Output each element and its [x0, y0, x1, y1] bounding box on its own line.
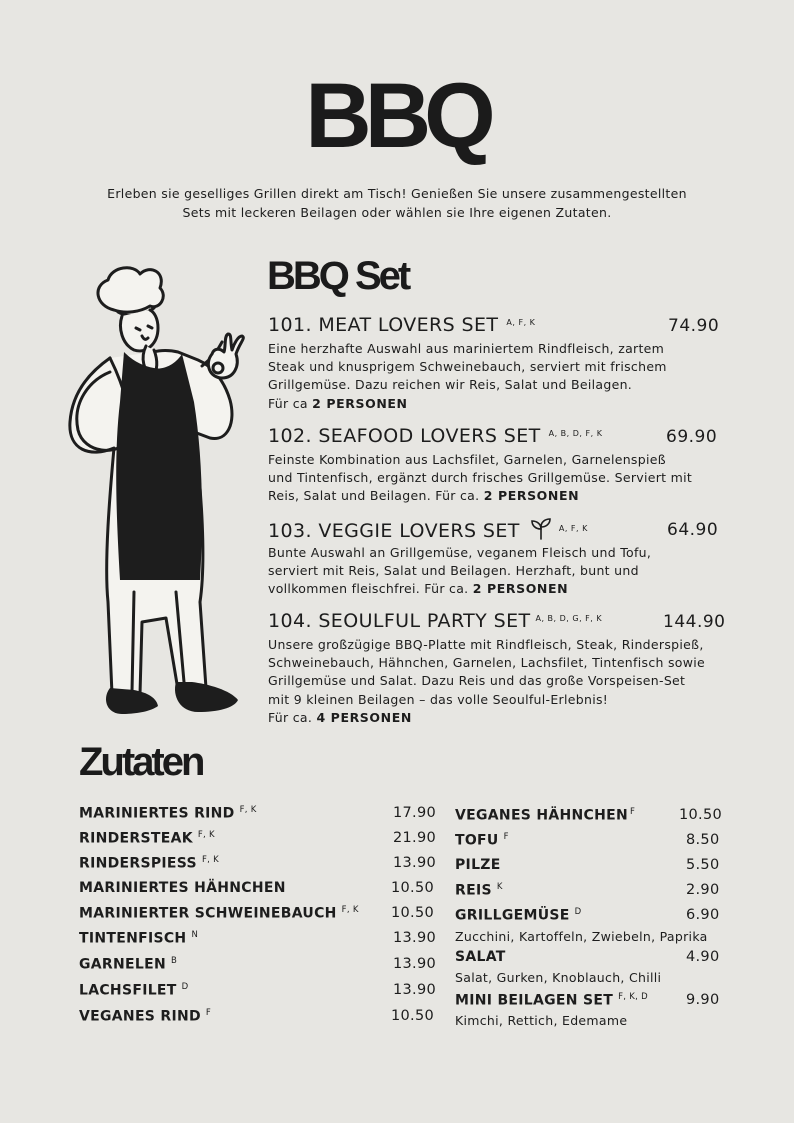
ingredient-price: 2.90	[686, 882, 720, 898]
set-price: 144.90	[663, 612, 726, 632]
allergen-codes: A, B, D, G, F, K	[535, 613, 603, 623]
ingredient-price: 5.50	[686, 857, 720, 873]
allergen-codes: F, K	[201, 855, 220, 865]
set-name: 103. VEGGIE LOVERS SET	[268, 520, 520, 542]
set-price: 69.90	[666, 427, 718, 447]
persons-count: 2 PERSONEN	[312, 395, 408, 411]
persons-count: 2 PERSONEN	[483, 488, 580, 504]
ingredient-name: RINDERSPIESS $^{F, K}$	[79, 855, 220, 872]
ingredient-name: TINTENFISCH $^N$	[79, 930, 199, 947]
set-description: Feinste Kombination aus Lachsfilet, Garnelen, Garnelenspieß und Tintenfisch, ergänzt durch frisches Grillgemüse. Serviert mit Reis, Salat und Beilagen. Für ca. 2 PERSONEN	[268, 452, 693, 504]
ingredient-detail: Salat, Gurken, Knoblauch, Chilli	[455, 970, 662, 985]
ingredient-name: MARINIERTES HÄHNCHEN	[79, 880, 286, 896]
allergen-codes: A, B, D, F, K	[548, 428, 603, 438]
ingredient-name: SALAT	[455, 949, 506, 965]
ingredient-name: PILZE	[455, 857, 501, 873]
set-item-103	[268, 518, 738, 599]
ingredient-price: 8.50	[686, 832, 720, 848]
ingredient-price: 10.50	[679, 807, 723, 823]
ingredient-price: 6.90	[686, 907, 720, 923]
ingredient-price: 17.90	[393, 805, 437, 821]
allergen-codes: F	[630, 807, 636, 817]
allergen-codes: D	[574, 907, 582, 917]
intro-line: Erleben sie geselliges Grillen direkt am Tisch! Genießen Sie unsere zusammengestellten	[107, 186, 687, 201]
ingredient-name: VEGANES RIND $^F$	[79, 1008, 212, 1025]
ingredient-detail: Zucchini, Kartoffeln, Zwiebeln, Paprika	[455, 929, 708, 944]
ingredient-price: 21.90	[393, 830, 437, 846]
set-item-101	[268, 314, 738, 413]
allergen-codes: F	[503, 832, 509, 842]
set-description: Unsere großzügige BBQ-Platte mit Rindfleisch, Steak, Rinderspieß, Schweinebauch, Hähnchen, Garnelen, Lachsfilet, Tintenfisch sowie Grillgemüse und Salat. Dazu Reis und das große Vorspeisen-Set mit 9 kleinen Beilagen – das volle Seoulful-Erlebnis! Für ca. 4 PERSONEN	[268, 637, 706, 725]
set-item-104	[268, 610, 738, 727]
ingredient-name: MINI BEILAGEN SET $^{F, K, D}$	[455, 992, 649, 1009]
ingredient-name: TOFU $^F$	[455, 832, 509, 849]
ingredient-price: 13.90	[393, 930, 437, 946]
set-price: 74.90	[668, 316, 720, 336]
set-name: 102. SEAFOOD LOVERS SET	[268, 425, 541, 447]
chef-illustration	[62, 262, 258, 724]
persons-count: 4 PERSONEN	[316, 709, 412, 725]
sprout-icon	[531, 518, 551, 540]
ingredient-detail: Kimchi, Rettich, Edemame	[455, 1013, 628, 1028]
ingredient-name: GARNELEN $^B$	[79, 956, 178, 973]
ingredient-name: VEGANES HÄHNCHEN $^F$	[455, 807, 636, 824]
allergen-codes: A, F, K	[506, 317, 536, 327]
allergen-codes: F, K, D	[618, 992, 649, 1002]
persons-count: 2 PERSONEN	[472, 581, 569, 597]
ingredient-price: 4.90	[686, 949, 720, 965]
ingredient-price: 9.90	[686, 992, 720, 1008]
page-title: BBQ	[305, 65, 489, 167]
allergen-codes: D	[181, 982, 189, 992]
set-price: 64.90	[667, 520, 719, 540]
allergen-codes: F, K	[197, 830, 215, 840]
allergen-codes: F, K	[239, 805, 257, 815]
allergen-codes: K	[496, 882, 503, 892]
set-name: 104. SEOULFUL PARTY SET	[268, 610, 531, 632]
ingredient-price: 10.50	[391, 905, 435, 921]
allergen-codes: F, K	[341, 905, 359, 915]
allergen-codes: B	[171, 956, 178, 966]
allergen-codes: A, F, K	[558, 523, 588, 533]
set-description: Bunte Auswahl an Grillgemüse, veganem Fleisch und Tofu, serviert mit Reis, Salat und Beilagen. Herzhaft, bunt und vollkommen fleischfrei. Für ca. 2 PERSONEN	[268, 545, 652, 597]
allergen-codes: N	[191, 930, 199, 940]
ingredient-price: 10.50	[391, 1008, 435, 1024]
set-item-102	[268, 425, 738, 506]
intro-line: Sets mit leckeren Beilagen oder wählen sie Ihre eigenen Zutaten.	[182, 205, 612, 220]
ingredient-price: 13.90	[393, 982, 437, 998]
bbq-set-heading: BBQ Set	[267, 254, 409, 298]
set-description: Eine herzhafte Auswahl aus mariniertem Rindfleisch, zartem Steak und knusprigem Schweinebauch, serviert mit frischem Grillgemüse. Dazu reichen wir Reis, Salat und Beilagen. Für ca 2 PERSONEN	[268, 341, 667, 411]
ingredient-name: GRILLGEMÜSE $^D$	[455, 907, 582, 924]
ingredient-name: RINDERSTEAK $^{F, K}$	[79, 830, 215, 847]
ingredient-price: 13.90	[393, 855, 437, 871]
ingredient-name: LACHSFILET $^D$	[79, 982, 189, 999]
ingredient-name: REIS $^K$	[455, 882, 503, 899]
set-name: 101. MEAT LOVERS SET	[268, 314, 499, 336]
allergen-codes: F	[205, 1008, 212, 1018]
ingredient-name: MARINIERTER SCHWEINEBAUCH $^{F, K}$	[79, 905, 359, 922]
zutaten-heading: Zutaten	[79, 740, 203, 784]
ingredient-price: 10.50	[391, 880, 435, 896]
ingredient-price: 13.90	[393, 956, 437, 972]
intro-text	[60, 184, 734, 222]
ingredient-name: MARINIERTES RIND $^{F, K}$	[79, 805, 257, 822]
